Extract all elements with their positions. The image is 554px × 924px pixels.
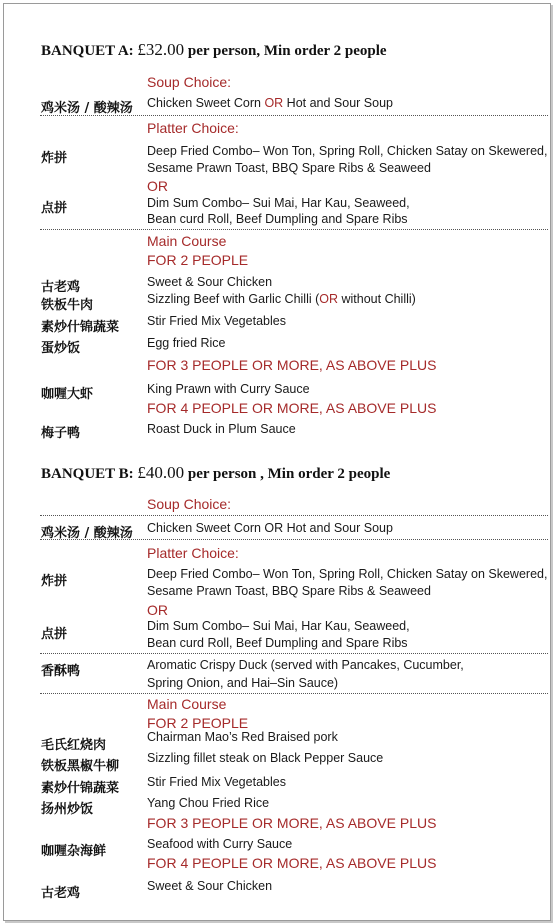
banquet-a-m4-cn: 蛋炒饭: [41, 341, 81, 356]
banquet-a-m2-en: [147, 292, 416, 306]
banquet-a-m5-en: King Prawn with Curry Sauce: [147, 382, 310, 396]
banquet-b-soup-en: Chicken Sweet Corn OR Hot and Sour Soup: [147, 521, 393, 535]
banquet-b-m5-en: Seafood with Curry Sauce: [147, 837, 293, 851]
banquet-a-soup-en-1: Chicken Sweet Corn: [147, 96, 261, 110]
banquet-a-soup-or: OR: [264, 96, 284, 110]
banquet-a-m1-en: Sweet & Sour Chicken: [147, 275, 273, 289]
banquet-a-terms: per person, Min order 2 people: [187, 43, 387, 59]
banquet-b-platter-cn-1: 炸拼: [41, 574, 68, 589]
banquet-a-m2-cn: 铁板牛肉: [41, 298, 94, 313]
banquet-a-soup-en-2: Hot and Sour Soup: [286, 96, 393, 110]
banquet-a-for-4: FOR 4 PEOPLE OR MORE, AS ABOVE PLUS: [147, 400, 437, 416]
divider: [40, 693, 548, 694]
banquet-a-price: £32.00: [137, 40, 185, 59]
banquet-b-platter-en-1a: Deep Fried Combo– Won Ton, Spring Roll, Chicken Satay on Skewered,: [147, 567, 548, 581]
divider: [40, 653, 548, 654]
banquet-b-platter-en-2a: Dim Sum Combo– Sui Mai, Har Kau, Seaweed,: [147, 619, 410, 633]
banquet-a-soup-en: [147, 96, 393, 110]
banquet-b-m3-en: Stir Fried Mix Vegetables: [147, 775, 286, 789]
banquet-a-platter-en-2b: Bean curd Roll, Beef Dumpling and Spare Ribs: [147, 212, 408, 226]
banquet-b-main-heading: Main Course: [147, 696, 227, 712]
banquet-a-m1-cn: 古老鸡: [41, 280, 81, 295]
banquet-b-platter-heading: Platter Choice:: [147, 545, 239, 561]
banquet-b-m4-cn: 扬州炒饭: [41, 802, 94, 817]
banquet-a-platter-cn-2: 点拼: [41, 201, 68, 216]
banquet-a-platter-cn-1: 炸拼: [41, 151, 68, 166]
banquet-a-m3-en: Stir Fried Mix Vegetables: [147, 314, 286, 328]
banquet-b-m2-cn: 铁板黑椒牛柳: [41, 759, 120, 774]
divider: [40, 229, 548, 230]
banquet-b-price: £40.00: [137, 463, 185, 482]
divider: [40, 515, 548, 516]
banquet-a-title: [41, 40, 387, 60]
banquet-b-m3-cn: 素炒什锦蔬菜: [41, 781, 120, 796]
banquet-b-m4-en: Yang Chou Fried Rice: [147, 796, 270, 810]
banquet-a-main-heading: Main Course: [147, 233, 227, 249]
banquet-a-m2-en-1: Sizzling Beef with Garlic Chilli (: [147, 292, 320, 306]
banquet-a-soup-heading: Soup Choice:: [147, 74, 232, 90]
banquet-a-platter-en-1a: Deep Fried Combo– Won Ton, Spring Roll, Chicken Satay on Skewered,: [147, 144, 548, 158]
banquet-b-soup-cn: 鸡米汤 / 酸辣汤: [41, 526, 133, 541]
banquet-b-platter-or: OR: [147, 602, 168, 618]
banquet-a-m4-en: Egg fried Rice: [147, 336, 226, 350]
banquet-b-m1-cn: 毛氏红烧肉: [41, 738, 107, 753]
banquet-b-duck-cn: 香酥鸭: [41, 664, 81, 679]
banquet-a-m6-en: Roast Duck in Plum Sauce: [147, 422, 296, 436]
menu-page: [3, 3, 551, 921]
banquet-b-for-2: FOR 2 PEOPLE: [147, 715, 249, 731]
banquet-a-for-2: FOR 2 PEOPLE: [147, 252, 249, 268]
banquet-a-platter-heading: Platter Choice:: [147, 120, 239, 136]
banquet-a-soup-cn: 鸡米汤 / 酸辣汤: [41, 101, 133, 116]
banquet-b-platter-en-1b: Sesame Prawn Toast, BBQ Spare Ribs & Seaweed: [147, 584, 431, 598]
divider: [40, 115, 548, 116]
banquet-b-duck-en-a: Aromatic Crispy Duck (served with Pancakes, Cucumber,: [147, 658, 464, 672]
banquet-a-m2-en-2: without Chilli): [338, 292, 416, 306]
banquet-b-for-3: FOR 3 PEOPLE OR MORE, AS ABOVE PLUS: [147, 815, 437, 831]
banquet-b-platter-en-2b: Bean curd Roll, Beef Dumpling and Spare Ribs: [147, 636, 408, 650]
banquet-a-m5-cn: 咖喱大虾: [41, 387, 94, 402]
banquet-a-m2-or: OR: [319, 292, 339, 306]
banquet-a-m6-cn: 梅子鸭: [41, 426, 81, 441]
banquet-a-for-3: FOR 3 PEOPLE OR MORE, AS ABOVE PLUS: [147, 357, 437, 373]
divider: [40, 539, 548, 540]
banquet-a-platter-en-2a: Dim Sum Combo– Sui Mai, Har Kau, Seaweed,: [147, 196, 410, 210]
banquet-a-m3-cn: 素炒什锦蔬菜: [41, 320, 120, 335]
banquet-b-platter-cn-2: 点拼: [41, 627, 68, 642]
banquet-b-duck-en-b: Spring Onion, and Hai–Sin Sauce): [147, 676, 339, 690]
banquet-a-platter-or: OR: [147, 178, 168, 194]
banquet-b-m6-en: Sweet & Sour Chicken: [147, 879, 273, 893]
banquet-b-title: [41, 463, 390, 483]
banquet-b-soup-heading: Soup Choice:: [147, 496, 232, 512]
banquet-b-terms: per person , Min order 2 people: [187, 466, 391, 482]
banquet-b-m5-cn: 咖喱杂海鲜: [41, 844, 107, 859]
banquet-a-platter-en-1b: Sesame Prawn Toast, BBQ Spare Ribs & Seaweed: [147, 161, 431, 175]
banquet-b-m2-en: Sizzling fillet steak on Black Pepper Sauce: [147, 751, 384, 765]
banquet-a-label: BANQUET A:: [41, 43, 134, 59]
banquet-b-m1-en: Chairman Mao’s Red Braised pork: [147, 730, 338, 744]
banquet-b-m6-cn: 古老鸡: [41, 886, 81, 901]
banquet-b-label: BANQUET B:: [41, 466, 134, 482]
banquet-b-for-4: FOR 4 PEOPLE OR MORE, AS ABOVE PLUS: [147, 855, 437, 871]
